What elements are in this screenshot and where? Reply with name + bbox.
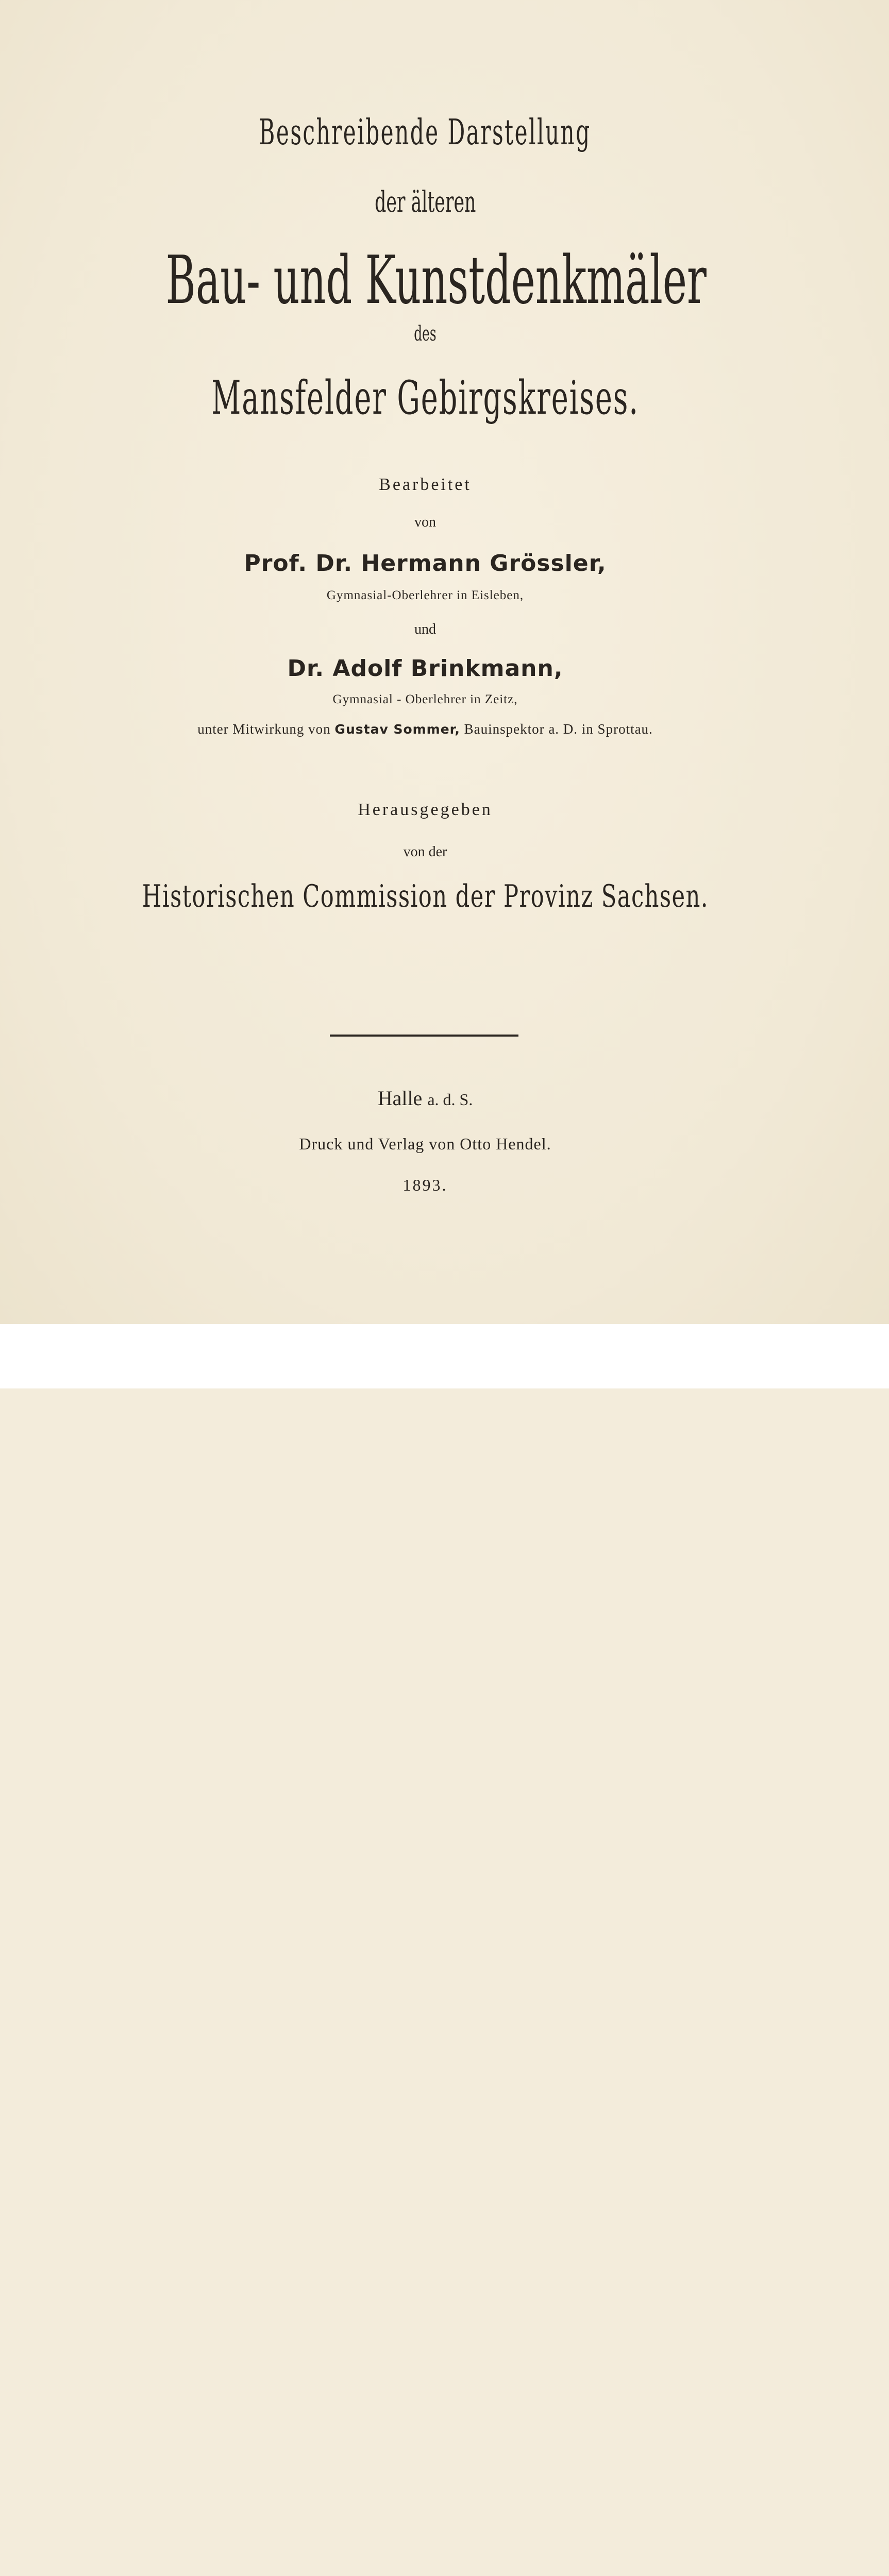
subtitle-region: Mansfelder Gebirgskreises. bbox=[211, 371, 639, 425]
heading-line-1: Beschreibende Darstellung bbox=[259, 112, 592, 153]
author-2-name: Dr. Adolf Brinkmann, bbox=[287, 655, 563, 682]
heading-line-4: des bbox=[414, 322, 437, 346]
publisher-body: Historischen Commission der Provinz Sachsen. bbox=[142, 878, 709, 914]
by-label-2: von der bbox=[403, 844, 447, 860]
author-1-name: Prof. Dr. Hermann Grössler, bbox=[244, 550, 607, 577]
place-line: Halle a. d. S. bbox=[377, 1087, 473, 1110]
horizontal-rule bbox=[330, 1035, 518, 1037]
and-label: und bbox=[414, 621, 436, 637]
by-label-1: von bbox=[414, 514, 436, 530]
footer-bar bbox=[0, 1324, 889, 1388]
published-label: Herausgegeben bbox=[358, 800, 493, 819]
collaborator-line: unter Mitwirkung von Gustav Sommer, Bauinspektor a. D. in Sprottau. bbox=[197, 721, 653, 737]
year-line: 1893. bbox=[402, 1176, 448, 1194]
author-1-role: Gymnasial-Oberlehrer in Eisleben, bbox=[326, 588, 524, 602]
main-title: Bau- und Kunstdenkmäler bbox=[165, 242, 707, 319]
heading-line-2: der älteren bbox=[374, 185, 476, 219]
author-2-role: Gymnasial - Oberlehrer in Zeitz, bbox=[332, 692, 518, 706]
collaborator-name: Gustav Sommer, bbox=[334, 722, 460, 737]
printer-line: Druck und Verlag von Otto Hendel. bbox=[299, 1134, 551, 1153]
edited-label: Bearbeitet bbox=[379, 475, 472, 494]
